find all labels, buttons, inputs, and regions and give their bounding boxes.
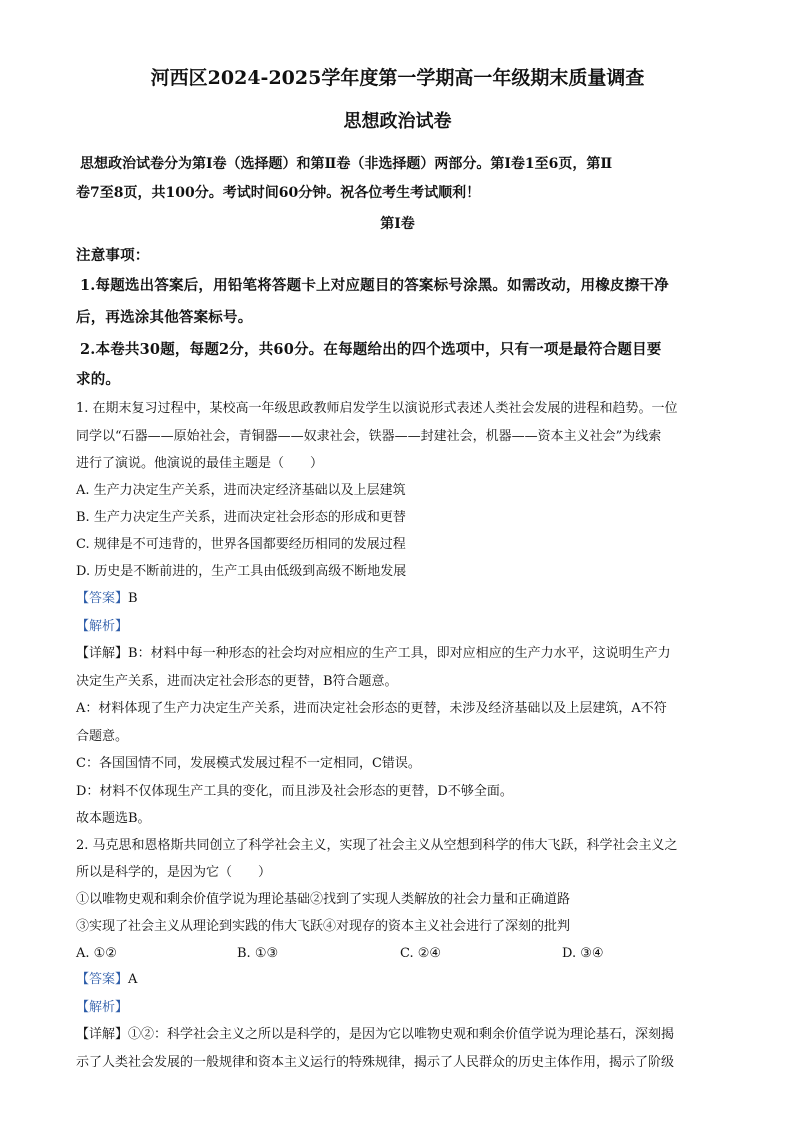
notice-item-1-line-1: 1.每题选出答案后，用铅笔将答题卡上对应题目的答案标号涂黑。如需改动，用橡皮擦干净 (80, 277, 669, 294)
q1-answer (76, 589, 138, 609)
q2-answer-value: A (128, 972, 138, 987)
q2-detail-line-1 (76, 1025, 674, 1045)
q2-stem-line-4: ③实现了社会主义从理论到实践的伟大飞跃④对现存的资本主义社会进行了深刻的批判 (76, 919, 571, 934)
q1-detail-line-7: 故本题选B。 (76, 811, 151, 826)
q1-detail-line-1 (76, 644, 671, 664)
q1-detail-line-3: A：材料体现了生产力决定生产关系，进而决定社会形态的更替，未涉及经济基础以及上层建筑，A不符 (76, 701, 667, 716)
q1-detail-line-6: D：材料不仅体现生产工具的变化，而且涉及社会形态的更替，D不够全面。 (76, 784, 513, 799)
notice-item-1-line-2: 后，再选涂其他答案标号。 (76, 309, 253, 326)
q1-answer-label: 【答案】 (76, 591, 129, 606)
q1-option-a: A. 生产力决定生产关系，进而决定经济基础以及上层建筑 (76, 483, 406, 498)
q1-option-c: C. 规律是不可违背的，世界各国都要经历相同的发展过程 (76, 537, 406, 552)
page-subtitle: 思想政治试卷 (343, 111, 452, 132)
q2-answer-label: 【答案】 (76, 972, 129, 987)
q2-detail-line-2: 示了人类社会发展的一般规律和资本主义运行的特殊规律，揭示了人民群众的历史主体作用，揭示了阶级 (76, 1055, 675, 1070)
q2-option-b: B. ①③ (237, 946, 279, 961)
q1-stem-line-3: 进行了演说。他演说的最佳主题是（ ） (76, 456, 324, 471)
q2-stem-line-1: 2. 马克思和恩格斯共同创立了科学社会主义，实现了社会主义从空想到科学的伟大飞跃，科学社会主义之 (76, 838, 678, 853)
q1-stem-line-1: 1. 在期末复习过程中，某校高一年级思政教师启发学生以演说形式表述人类社会发展的进程和趋势。一位 (76, 401, 678, 416)
intro-line-1: 思想政治试卷分为第Ⅰ卷（选择题）和第Ⅱ卷（非选择题）两部分。第Ⅰ卷1至6页，第Ⅱ (80, 156, 613, 172)
q1-detail-line-5: C：各国国情不同，发展模式发展过程不一定相同，C错误。 (76, 756, 421, 771)
notice-item-2-line-1: 2.本卷共30题，每题2分，共60分。在每题给出的四个选项中，只有一项是最符合题目要 (80, 341, 662, 358)
q1-detail-text-1: B：材料中每一种形态的社会均对应相应的生产工具，即对应相应的生产力水平，这说明生产力 (128, 646, 671, 661)
q1-stem-line-2: 同学以“石器——原始社会，青铜器——奴隶社会，铁器——封建社会，机器——资本主义社会”为线索 (76, 429, 662, 444)
notice-item-2-line-2: 求的。 (76, 371, 121, 388)
q2-stem-line-2: 所以是科学的，是因为它（ ） (76, 865, 272, 880)
notice-heading: 注意事项： (76, 247, 150, 264)
q2-answer (76, 970, 137, 990)
intro-line-2: 卷7至8页，共100分。考试时间60分钟。祝各位考生考试顺利！ (76, 185, 481, 201)
q2-option-d: D. ③④ (562, 946, 604, 961)
q1-detail-line-4: 合题意。 (76, 729, 129, 744)
q2-option-c: C. ②④ (400, 946, 442, 961)
q2-option-a: A. ①② (76, 946, 117, 961)
page-title: 河西区2024-2025学年度第一学期高一年级期末质量调查 (150, 67, 645, 89)
q1-analysis-label: 【解析】 (76, 619, 129, 634)
q1-option-d: D. 历史是不断前进的，生产工具由低级到高级不断地发展 (76, 564, 407, 579)
q2-detail-label: 【详解】 (76, 1027, 129, 1042)
q2-stem-line-3: ①以唯物史观和剩余价值学说为理论基础②找到了实现人类解放的社会力量和正确道路 (76, 892, 571, 907)
section-heading: 第Ⅰ卷 (380, 216, 415, 232)
q2-detail-text-1: ①②：科学社会主义之所以是科学的，是因为它以唯物史观和剩余价值学说为理论基石，深刻揭 (128, 1027, 675, 1042)
q2-analysis-label: 【解析】 (76, 1000, 129, 1015)
q1-option-b: B. 生产力决定生产关系，进而决定社会形态的形成和更替 (76, 510, 406, 525)
q1-detail-line-2: 决定生产关系，进而决定社会形态的更替，B符合题意。 (76, 674, 398, 689)
q1-answer-value: B (128, 591, 138, 606)
q1-detail-label: 【详解】 (76, 646, 129, 661)
